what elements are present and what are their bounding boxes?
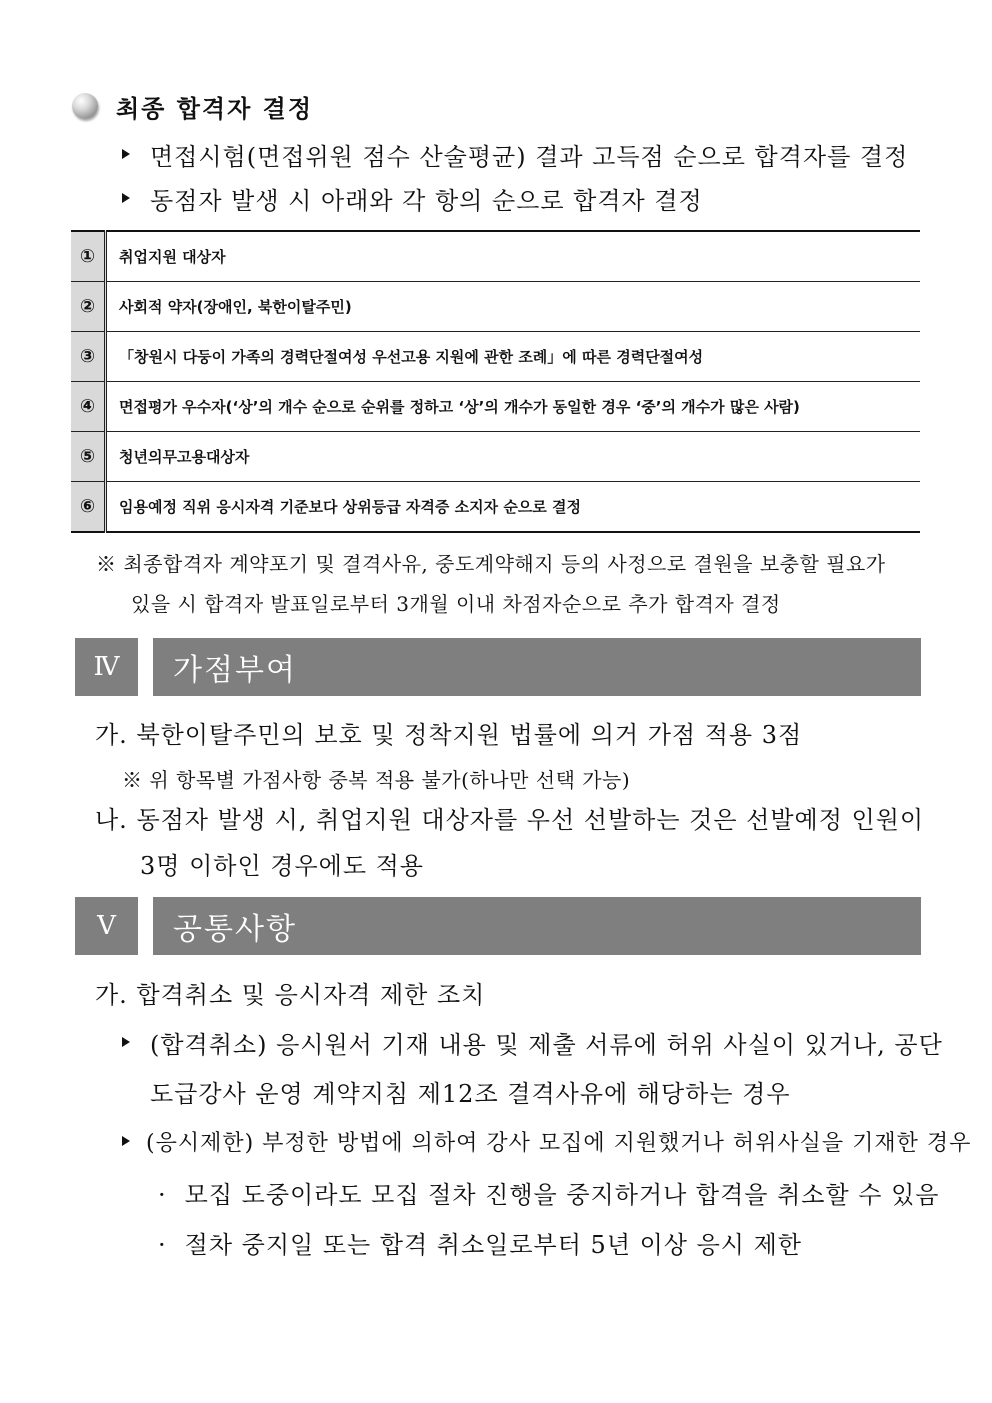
final-selection-bullet-1 <box>122 136 908 172</box>
triangle-bullet-icon <box>122 1136 130 1146</box>
criteria-text: 임용예정 직위 응시자격 기준보다 상위등급 자격증 소지자 순으로 결정 <box>106 482 921 533</box>
table-row <box>71 282 920 332</box>
section-title: 공통사항 <box>153 897 921 955</box>
reserve-note-line-2: 있을 시 합격자 발표일로부터 3개월 이내 차점자순으로 추가 합격자 결정 <box>131 592 781 616</box>
section-5-header <box>75 897 921 955</box>
criteria-text: 취업지원 대상자 <box>106 231 921 282</box>
bullet-text: (합격취소) 응시원서 기재 내용 및 제출 서류에 허위 사실이 있거나, 공단 <box>150 1030 943 1059</box>
sub-item-text: 모집 도중이라도 모집 절차 진행을 중지하거나 합격을 취소할 수 있음 <box>184 1181 940 1209</box>
table-row <box>71 482 920 533</box>
section-4-header <box>75 638 921 696</box>
criteria-number: ④ <box>71 382 106 432</box>
section-4-item-na-line-1: 나. 동점자 발생 시, 취업지원 대상자를 우선 선발하는 것은 선발예정 인원이 <box>95 806 925 834</box>
criteria-text: 청년의무고용대상자 <box>106 432 921 482</box>
table-row <box>71 432 920 482</box>
section-5-bullet-2 <box>122 1123 971 1159</box>
criteria-text: 면접평가 우수자(‘상’의 개수 순으로 순위를 정하고 ‘상’의 개수가 동일한 경우 ‘중’의 개수가 많은 사람) <box>106 382 921 432</box>
sub-item-text: 절차 중지일 또는 합격 취소일로부터 5년 이상 응시 제한 <box>184 1231 802 1259</box>
criteria-text: 「창원시 다둥이 가족의 경력단절여성 우선고용 지원에 관한 조례」에 따른 경력단절여성 <box>106 332 921 382</box>
section-5-bullet-1 <box>122 1024 943 1060</box>
criteria-number: ⑥ <box>71 482 106 533</box>
section-number: Ⅴ <box>75 897 138 955</box>
reserve-note-line-1: ※ 최종합격자 계약포기 및 결격사유, 중도계약해지 등의 사정으로 결원을 보충할 필요가 <box>96 552 886 576</box>
section-5-bullet-1-line-2: 도급강사 운영 계약지침 제12조 결격사유에 해당하는 경우 <box>150 1080 791 1108</box>
section-4-note: ※ 위 항목별 가점사항 중복 적용 불가(하나만 선택 가능) <box>122 768 631 792</box>
table-row <box>71 231 920 282</box>
section-5-item-ga: 가. 합격취소 및 응시자격 제한 조치 <box>95 981 486 1009</box>
section-5-sub-1 <box>158 1175 939 1210</box>
final-selection-title: 최종 합격자 결정 <box>116 93 313 123</box>
triangle-bullet-icon <box>122 193 130 203</box>
sphere-bullet-icon <box>72 93 98 119</box>
section-4-item-na-line-2: 3명 이하인 경우에도 적용 <box>140 852 424 880</box>
section-5-sub-2 <box>158 1225 802 1260</box>
triangle-bullet-icon <box>122 149 130 159</box>
middle-dot-icon: · <box>158 1181 167 1209</box>
criteria-number: ① <box>71 231 106 282</box>
criteria-number: ⑤ <box>71 432 106 482</box>
section-number: Ⅳ <box>75 638 138 696</box>
middle-dot-icon: · <box>158 1231 167 1259</box>
criteria-number: ③ <box>71 332 106 382</box>
section-4-item-ga: 가. 북한이탈주민의 보호 및 정착지원 법률에 의거 가점 적용 3점 <box>95 721 803 749</box>
bullet-text: 동점자 발생 시 아래와 각 항의 순으로 합격자 결정 <box>150 186 703 215</box>
table-row <box>71 382 920 432</box>
criteria-text: 사회적 약자(장애인, 북한이탈주민) <box>106 282 921 332</box>
final-selection-bullet-2 <box>122 180 703 216</box>
tie-break-criteria-table <box>71 230 920 533</box>
triangle-bullet-icon <box>122 1037 130 1047</box>
bullet-text: 면접시험(면접위원 점수 산술평균) 결과 고득점 순으로 합격자를 결정 <box>150 142 909 171</box>
bullet-text: (응시제한) 부정한 방법에 의하여 강사 모집에 지원했거나 허위사실을 기재한 경우 <box>146 1130 972 1156</box>
final-selection-heading <box>72 88 313 124</box>
section-title: 가점부여 <box>153 638 921 696</box>
criteria-number: ② <box>71 282 106 332</box>
table-row <box>71 332 920 382</box>
